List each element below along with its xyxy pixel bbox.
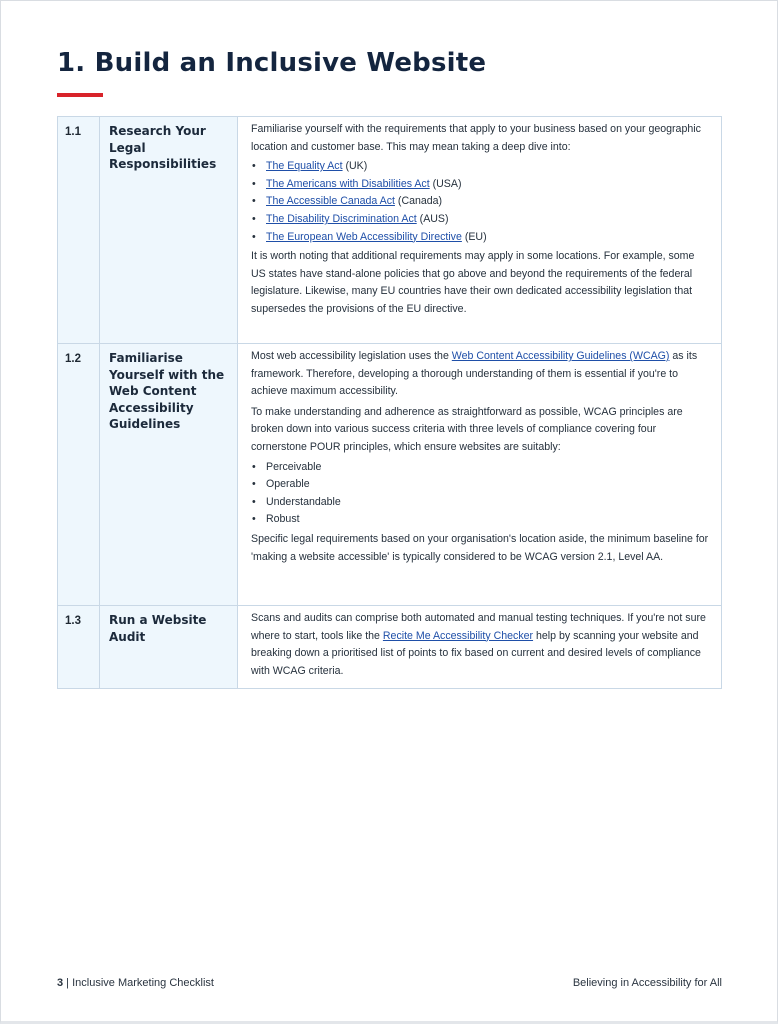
list-item: • Operable (251, 476, 709, 494)
list-item (251, 211, 709, 229)
equality-act-link[interactable]: The Equality Act (266, 160, 343, 173)
page-title: 1. Build an Inclusive Website (57, 48, 487, 78)
section-paragraph: To make understanding and adherence as straightforward as possible, WCAG principles are broken down into various success criteria with three levels of compliance covering four cornerstone POUR principles, which ensure websites are suitably: (251, 405, 683, 453)
section-heading: Familiarise Yourself with the Web Content Accessibility Guidelines (100, 344, 238, 606)
footer-left (57, 977, 214, 989)
section-paragraph: Specific legal requirements based on your organisation's location aside, the minimum baseline for 'making a website accessible' is typically considered to be WCAG version 2.1, Level AA. (251, 532, 709, 563)
list-item-suffix: (UK) (342, 160, 368, 173)
list-item (251, 176, 709, 194)
table-row (58, 117, 722, 344)
list-item (251, 193, 709, 211)
disability-discrimination-act-link[interactable]: The Disability Discrimination Act (266, 212, 417, 225)
accessible-canada-act-link[interactable]: The Accessible Canada Act (266, 195, 395, 208)
section-number: 1.1 (58, 117, 100, 344)
table-row (58, 344, 722, 606)
list-item-suffix: (USA) (429, 177, 462, 190)
legislation-list (251, 158, 709, 246)
footer-separator: | (63, 977, 73, 989)
section-paragraph (251, 610, 709, 680)
footer-tagline: Believing in Accessibility for All (572, 977, 722, 989)
section-body (238, 344, 722, 606)
pour-principles-list (251, 459, 709, 529)
section-number: 1.3 (58, 606, 100, 689)
checklist-table (57, 116, 722, 689)
list-item: • Robust (251, 511, 709, 529)
page-number: 3 (57, 977, 64, 989)
paragraph-text: Scans and audits can comprise both automated and manual testing techniques. If you're not sure where to start, tools like the (251, 612, 706, 642)
section-intro: Familiarise yourself with the requirements that apply to your business based on your geographic location and customer base. This may mean taking a deep dive into: (251, 123, 701, 153)
section-paragraph (251, 348, 709, 401)
table-row (58, 606, 722, 689)
list-item (251, 158, 709, 176)
paragraph-text: as its framework. Therefore, developing a thorough understanding of them is essential if you're to achieve maximum accessibility. (251, 350, 698, 398)
recite-me-checker-link[interactable]: Recite Me Accessibility Checker (382, 629, 534, 642)
list-item: • Perceivable (251, 459, 709, 477)
section-outro: It is worth noting that additional requirements may apply in some locations. For example, some US states have stand-alone policies that go above and beyond the requirements of the federal legislature. Likewise, many EU countries have their own dedicated accessibility legislation that supersedes the provisions of the EU directive. (251, 250, 695, 315)
section-body (238, 117, 722, 344)
footer-doc-title: Inclusive Marketing Checklist (72, 977, 214, 989)
title-underline (57, 93, 103, 97)
paragraph-text: help by scanning your website and breaking down a prioritised list of points to fix based on current and desired levels of compliance with WCAG criteria. (251, 629, 701, 677)
ada-link[interactable]: The Americans with Disabilities Act (266, 177, 430, 190)
section-heading: Run a Website Audit (100, 606, 238, 689)
list-item (251, 229, 709, 247)
list-item-suffix: (AUS) (416, 212, 449, 225)
section-heading: Research Your Legal Responsibilities (100, 117, 238, 344)
paragraph-text: Most web accessibility legislation uses the (251, 350, 452, 362)
eu-web-accessibility-directive-link[interactable]: The European Web Accessibility Directive (266, 230, 462, 243)
list-item-suffix: (EU) (461, 230, 487, 243)
section-number: 1.2 (58, 344, 100, 606)
section-body (238, 606, 722, 689)
list-item: • Understandable (251, 494, 709, 512)
list-item-suffix: (Canada) (394, 195, 443, 208)
wcag-link[interactable]: Web Content Accessibility Guidelines (WCAG) (451, 350, 670, 362)
